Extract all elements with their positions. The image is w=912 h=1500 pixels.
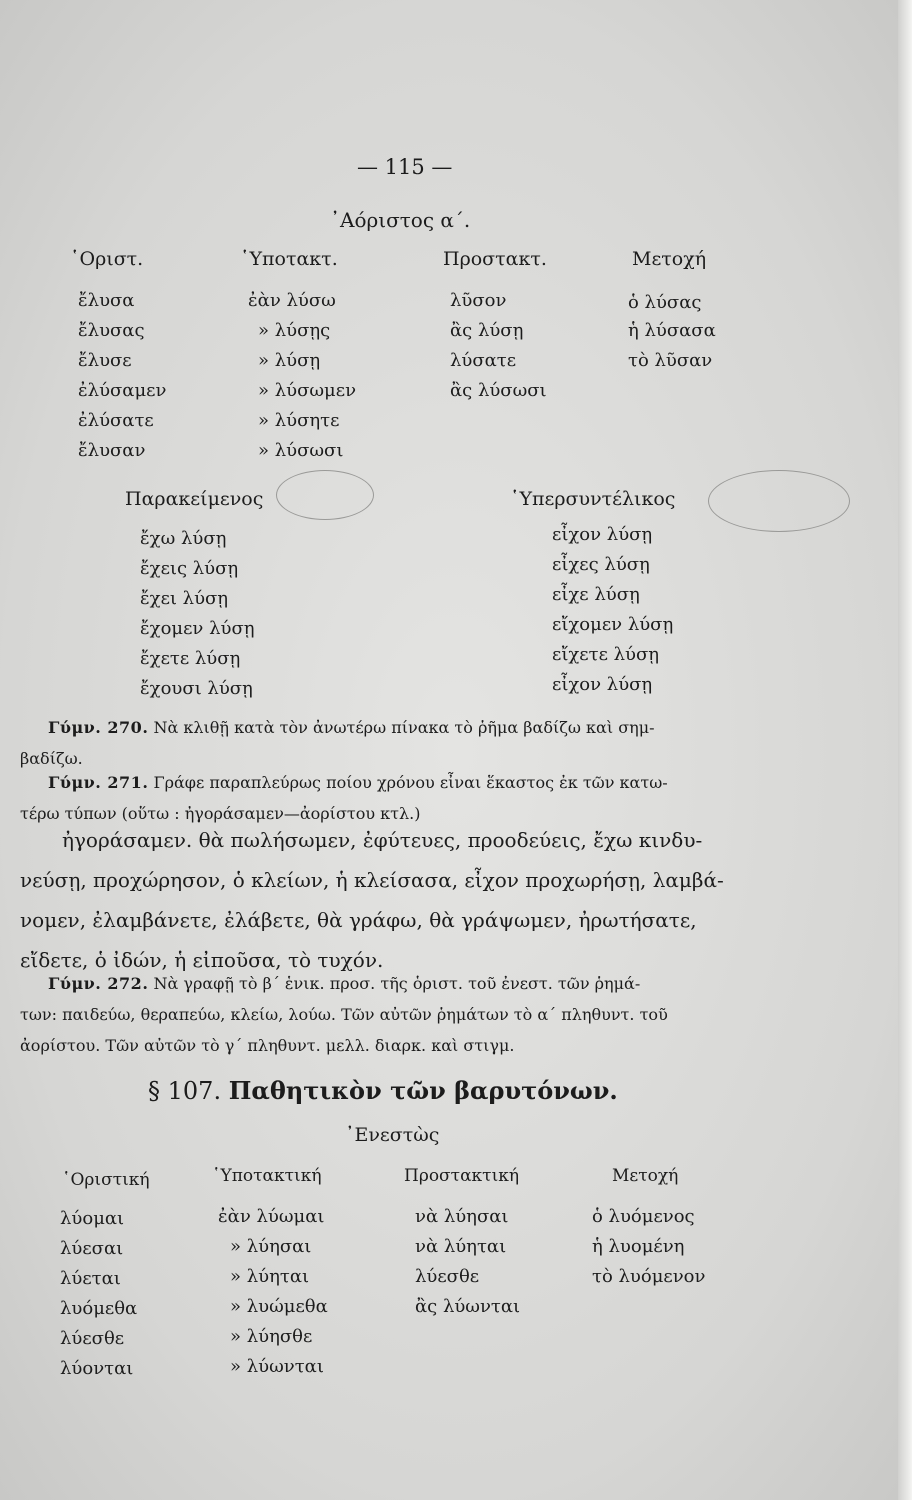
aorist-indicative-4: ἐλύσαμεν	[78, 380, 167, 401]
exercise-272-line-3: ἀορίστου. Τῶν αὐτῶν τὸ γ΄ πληθυντ. μελλ. διαρκ. καὶ στιγμ.	[20, 1036, 515, 1055]
pluperfect-form-6: εἶχον λύσῃ	[552, 674, 653, 695]
present-subjunctive-3: » λύηται	[230, 1266, 310, 1287]
exercise-271-text-2: τέρω τύπων (οὕτω : ἠγοράσαμεν—ἀορίστου κτλ.)	[20, 804, 421, 823]
aorist-participle-1: ὁ λύσας	[628, 292, 702, 313]
perfect-form-4: ἔχομεν λύσῃ	[140, 618, 255, 639]
aorist-header-imperative: Προστακτ.	[443, 248, 547, 270]
perfect-form-2: ἔχεις λύσῃ	[140, 558, 239, 579]
pencil-annotation-1	[276, 470, 374, 520]
present-imperative-2: νὰ λύηται	[415, 1236, 507, 1257]
present-indicative-4: λυόμεθα	[60, 1298, 138, 1319]
exercise-271-words	[20, 826, 790, 974]
aorist-indicative-3: ἔλυσε	[78, 350, 132, 371]
aorist-imperative-3: λύσατε	[450, 350, 517, 371]
aorist-header-subjunctive: ῾Υποτακτ.	[240, 248, 338, 270]
exercise-271-label: Γύμν. 271.	[48, 773, 149, 792]
section-number: § 107.	[148, 1077, 222, 1105]
aorist-subjunctive-2: » λύσῃς	[258, 320, 331, 341]
pluperfect-form-2: εἶχες λύσῃ	[552, 554, 650, 575]
exercise-270-label: Γύμν. 270.	[48, 718, 149, 737]
aorist-header-participle: Μετοχή	[632, 248, 707, 270]
aorist-subjunctive-5: » λύσητε	[258, 410, 340, 431]
exercise-271	[20, 767, 790, 829]
present-indicative-6: λύονται	[60, 1358, 134, 1379]
pluperfect-form-4: εἴχομεν λύσῃ	[552, 614, 674, 635]
present-indicative-3: λύεται	[60, 1268, 121, 1289]
pluperfect-title: ῾Υπερσυντέλικος	[510, 488, 676, 510]
aorist-imperative-1: λῦσον	[450, 290, 507, 311]
perfect-form-5: ἔχετε λύσῃ	[140, 648, 241, 669]
exercise-272-label: Γύμν. 272.	[48, 974, 149, 993]
exercise-272-line-1: Νὰ γραφῇ τὸ β΄ ἑνικ. προσ. τῆς ὁριστ. τοῦ ἐνεστ. τῶν ῥημά-	[153, 974, 641, 993]
perfect-form-3: ἔχει λύσῃ	[140, 588, 229, 609]
exercise-270-text-2: βαδίζω.	[20, 749, 83, 768]
aorist-subjunctive-3: » λύσῃ	[258, 350, 321, 371]
aorist-indicative-2: ἔλυσας	[78, 320, 145, 341]
page-number: — 115 —	[357, 155, 453, 179]
aorist-imperative-2: ἂς λύσῃ	[450, 320, 524, 341]
pluperfect-form-1: εἶχον λύσῃ	[552, 524, 653, 545]
exercise-271-text: Γράφε παραπλεύρως ποίου χρόνου εἶναι ἕκαστος ἐκ τῶν κατω-	[153, 773, 668, 792]
section-heading	[148, 1076, 618, 1105]
exercise-272	[20, 968, 790, 1061]
present-subjunctive-1: ἐὰν λύωμαι	[218, 1206, 325, 1227]
present-header-participle: Μετοχή	[612, 1166, 679, 1186]
aorist-subjunctive-1: ἐὰν λύσω	[248, 290, 336, 311]
present-header-subjunctive: ῾Υποτακτική	[212, 1166, 322, 1186]
aorist-subjunctive-6: » λύσωσι	[258, 440, 344, 461]
present-subjunctive-2: » λύησαι	[230, 1236, 312, 1257]
present-subjunctive-5: » λύησθε	[230, 1326, 313, 1347]
present-header-indicative: ῾Οριστική	[62, 1170, 150, 1190]
exercise-272-line-2: των: παιδεύω, θεραπεύω, κλείω, λούω. Τῶν αὐτῶν ῥημάτων τὸ α΄ πληθυντ. τοῦ	[20, 1005, 668, 1024]
present-imperative-1: νὰ λύησαι	[415, 1206, 509, 1227]
section-title: Παθητικὸν τῶν βαρυτόνων.	[228, 1076, 618, 1105]
aorist-indicative-6: ἔλυσαν	[78, 440, 146, 461]
page-edge	[898, 0, 912, 1500]
present-imperative-4: ἂς λύωνται	[415, 1296, 521, 1317]
pluperfect-form-3: εἶχε λύσῃ	[552, 584, 640, 605]
present-indicative-2: λύεσαι	[60, 1238, 124, 1259]
present-title: ᾿Ενεστὼς	[345, 1124, 440, 1146]
exercise-270	[20, 712, 790, 774]
present-subjunctive-4: » λυώμεθα	[230, 1296, 328, 1317]
aorist-participle-3: τὸ λῦσαν	[628, 350, 713, 371]
perfect-form-1: ἔχω λύσῃ	[140, 528, 227, 549]
present-participle-3: τὸ λυόμενον	[592, 1266, 706, 1287]
present-subjunctive-6: » λύωνται	[230, 1356, 324, 1377]
words-line-3: νομεν, ἐλαμβάνετε, ἐλάβετε, θὰ γράφω, θὰ γράψωμεν, ἠρωτήσατε,	[20, 908, 697, 932]
present-participle-2: ἡ λυομένη	[592, 1236, 685, 1257]
present-header-imperative: Προστακτική	[404, 1166, 520, 1186]
exercise-270-text: Νὰ κλιθῇ κατὰ τὸν ἀνωτέρω πίνακα τὸ ῥῆμα βαδίζω καὶ σημ-	[153, 718, 655, 737]
aorist-title: ᾿Αόριστος α΄.	[330, 208, 471, 232]
pluperfect-form-5: εἴχετε λύσῃ	[552, 644, 660, 665]
present-indicative-5: λύεσθε	[60, 1328, 125, 1349]
aorist-participle-2: ἡ λύσασα	[628, 320, 716, 341]
perfect-title: Παρακείμενος	[125, 488, 264, 510]
aorist-subjunctive-4: » λύσωμεν	[258, 380, 357, 401]
perfect-form-6: ἔχουσι λύσῃ	[140, 678, 253, 699]
words-line-2: νεύσῃ, προχώρησον, ὁ κλείων, ἡ κλείσασα, εἶχον προχωρήσῃ, λαμβά-	[20, 868, 724, 892]
aorist-indicative-1: ἔλυσα	[78, 290, 135, 311]
aorist-header-indicative: ῾Οριστ.	[70, 248, 144, 270]
words-line-4: εἴδετε, ὁ ἰδών, ἡ εἰποῦσα, τὸ τυχόν.	[20, 948, 384, 972]
words-line-1: ἠγοράσαμεν. θὰ πωλήσωμεν, ἐφύτευες, προοδεύεις, ἔχω κινδυ-	[62, 828, 703, 852]
aorist-indicative-5: ἐλύσατε	[78, 410, 154, 431]
present-participle-1: ὁ λυόμενος	[592, 1206, 695, 1227]
present-imperative-3: λύεσθε	[415, 1266, 480, 1287]
aorist-imperative-4: ἂς λύσωσι	[450, 380, 547, 401]
present-indicative-1: λύομαι	[60, 1208, 125, 1229]
pencil-annotation-2	[708, 470, 850, 532]
